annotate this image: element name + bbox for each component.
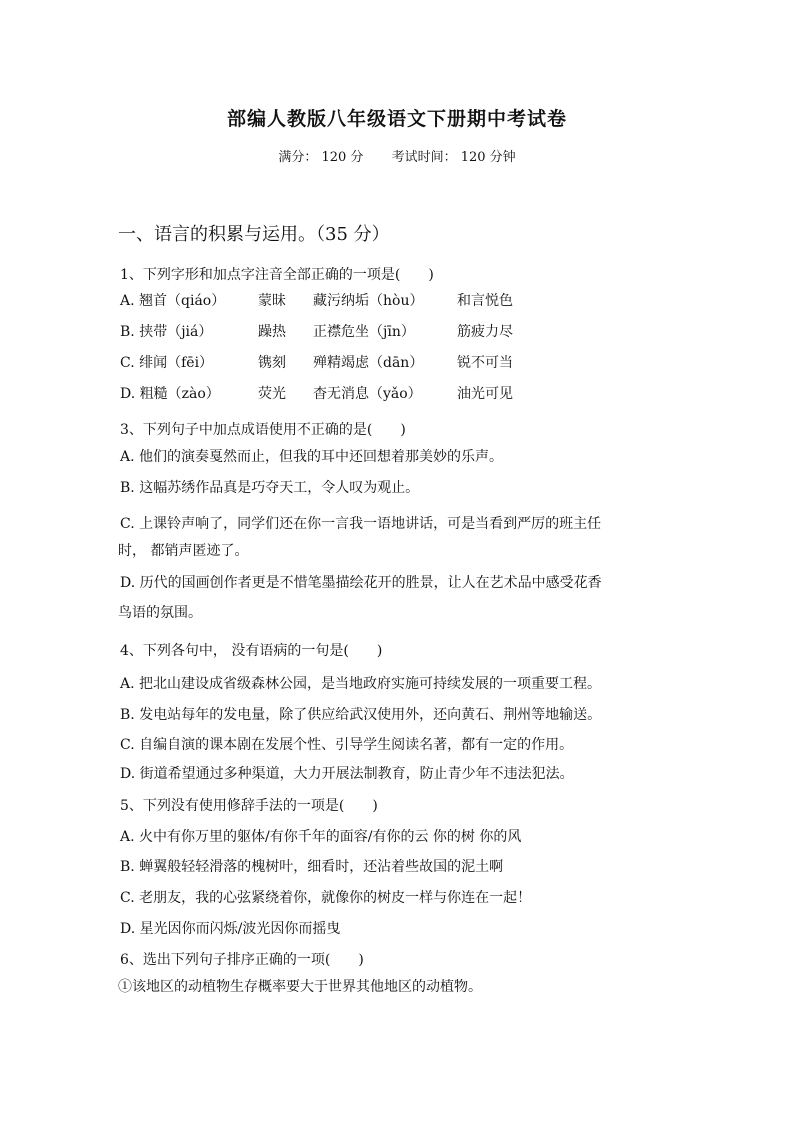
question-4-option-b: B. 发电站每年的发电量，除了供应给武汉使用外，还向黄石、荆州等地输送。 <box>120 707 602 723</box>
exam-info <box>0 146 794 165</box>
option-b-col2: 躁热 <box>258 324 286 340</box>
section-heading: 一、语言的积累与运用。（35 分） <box>118 224 390 245</box>
option-d-col1: D. 粗糙（zào） <box>120 386 220 402</box>
option-d-col3: 杳无消息（yǎo） <box>313 386 422 402</box>
question-3-option-b: B. 这幅苏绣作品真是巧夺天工，令人叹为观止。 <box>120 480 420 496</box>
question-4-option-d: D. 街道希望通过多种渠道，大力开展法制教育，防止青少年不违法犯法。 <box>120 766 574 782</box>
question-5-option-a: A. 火中有你万里的躯体/有你千年的面容/有你的云 你的树 你的风 <box>120 829 522 845</box>
exam-time: 考试时间： 120 分钟 <box>391 150 516 165</box>
question-3-option-c-cont: 时， 都销声匿迹了。 <box>118 543 249 559</box>
question-4-stem: 4、下列各句中， 没有语病的一句是( ) <box>120 643 383 659</box>
question-6-sentence-1: ①该地区的动植物生存概率要大于世界其他地区的动植物。 <box>118 979 482 995</box>
option-c-col4: 锐不可当 <box>457 355 513 371</box>
question-5-stem: 5、下列没有使用修辞手法的一项是( ) <box>120 798 378 814</box>
question-3-option-d-cont: 鸟语的氛围。 <box>118 605 202 621</box>
exam-title: 部编人教版八年级语文下册期中考试卷 <box>226 108 567 130</box>
question-3-option-d: D. 历代的国画创作者更是不惜笔墨描绘花开的胜景，让人在艺术品中感受花香 <box>120 575 602 591</box>
question-5-option-c: C. 老朋友，我的心弦紧绕着你，就像你的树皮一样与你连在一起！ <box>120 890 532 906</box>
option-b-col1: B. 挟带（jiá） <box>120 324 213 340</box>
option-a-col3: 藏污纳垢（hòu） <box>313 293 424 309</box>
option-c-col2: 镌刻 <box>258 355 286 371</box>
option-c-col1: C. 绯闻（fēi） <box>120 355 214 371</box>
question-1-stem: 1、下列字形和加点字注音全部正确的一项是( ) <box>120 267 434 283</box>
option-b-col4: 筋疲力尽 <box>457 324 513 340</box>
option-d-col4: 油光可见 <box>457 386 513 402</box>
question-5-option-b: B. 蝉翼般轻轻滑落的槐树叶，细看时，还沾着些故国的泥土啊 <box>120 859 504 875</box>
question-3-stem: 3、下列句子中加点成语使用不正确的是( ) <box>120 422 406 438</box>
option-a-col2: 蒙昧 <box>258 293 286 309</box>
option-b-col3: 正襟危坐（jīn） <box>313 324 415 340</box>
option-a-col1: A. 翘首（qiáo） <box>120 293 226 309</box>
question-4-option-c: C. 自编自演的课本剧在发展个性、引导学生阅读名著，都有一定的作用。 <box>120 737 574 753</box>
question-6-stem: 6、选出下列句子排序正确的一项( ) <box>120 952 364 968</box>
question-3-option-c: C. 上课铃声响了，同学们还在你一言我一语地讲话，可是当看到严厉的班主任 <box>120 516 602 532</box>
option-a-col4: 和言悦色 <box>457 293 513 309</box>
question-3-option-a: A. 他们的演奏戛然而止，但我的耳中还回想着那美妙的乐声。 <box>120 449 504 465</box>
option-c-col3: 殚精竭虑（dān） <box>313 355 424 371</box>
full-marks: 满分： 120 分 <box>278 150 364 165</box>
question-5-option-d: D. 星光因你而闪烁/波光因你而摇曳 <box>120 921 341 937</box>
question-4-option-a: A. 把北山建设成省级森林公园，是当地政府实施可持续发展的一项重要工程。 <box>120 676 602 692</box>
option-d-col2: 荧光 <box>258 386 286 402</box>
